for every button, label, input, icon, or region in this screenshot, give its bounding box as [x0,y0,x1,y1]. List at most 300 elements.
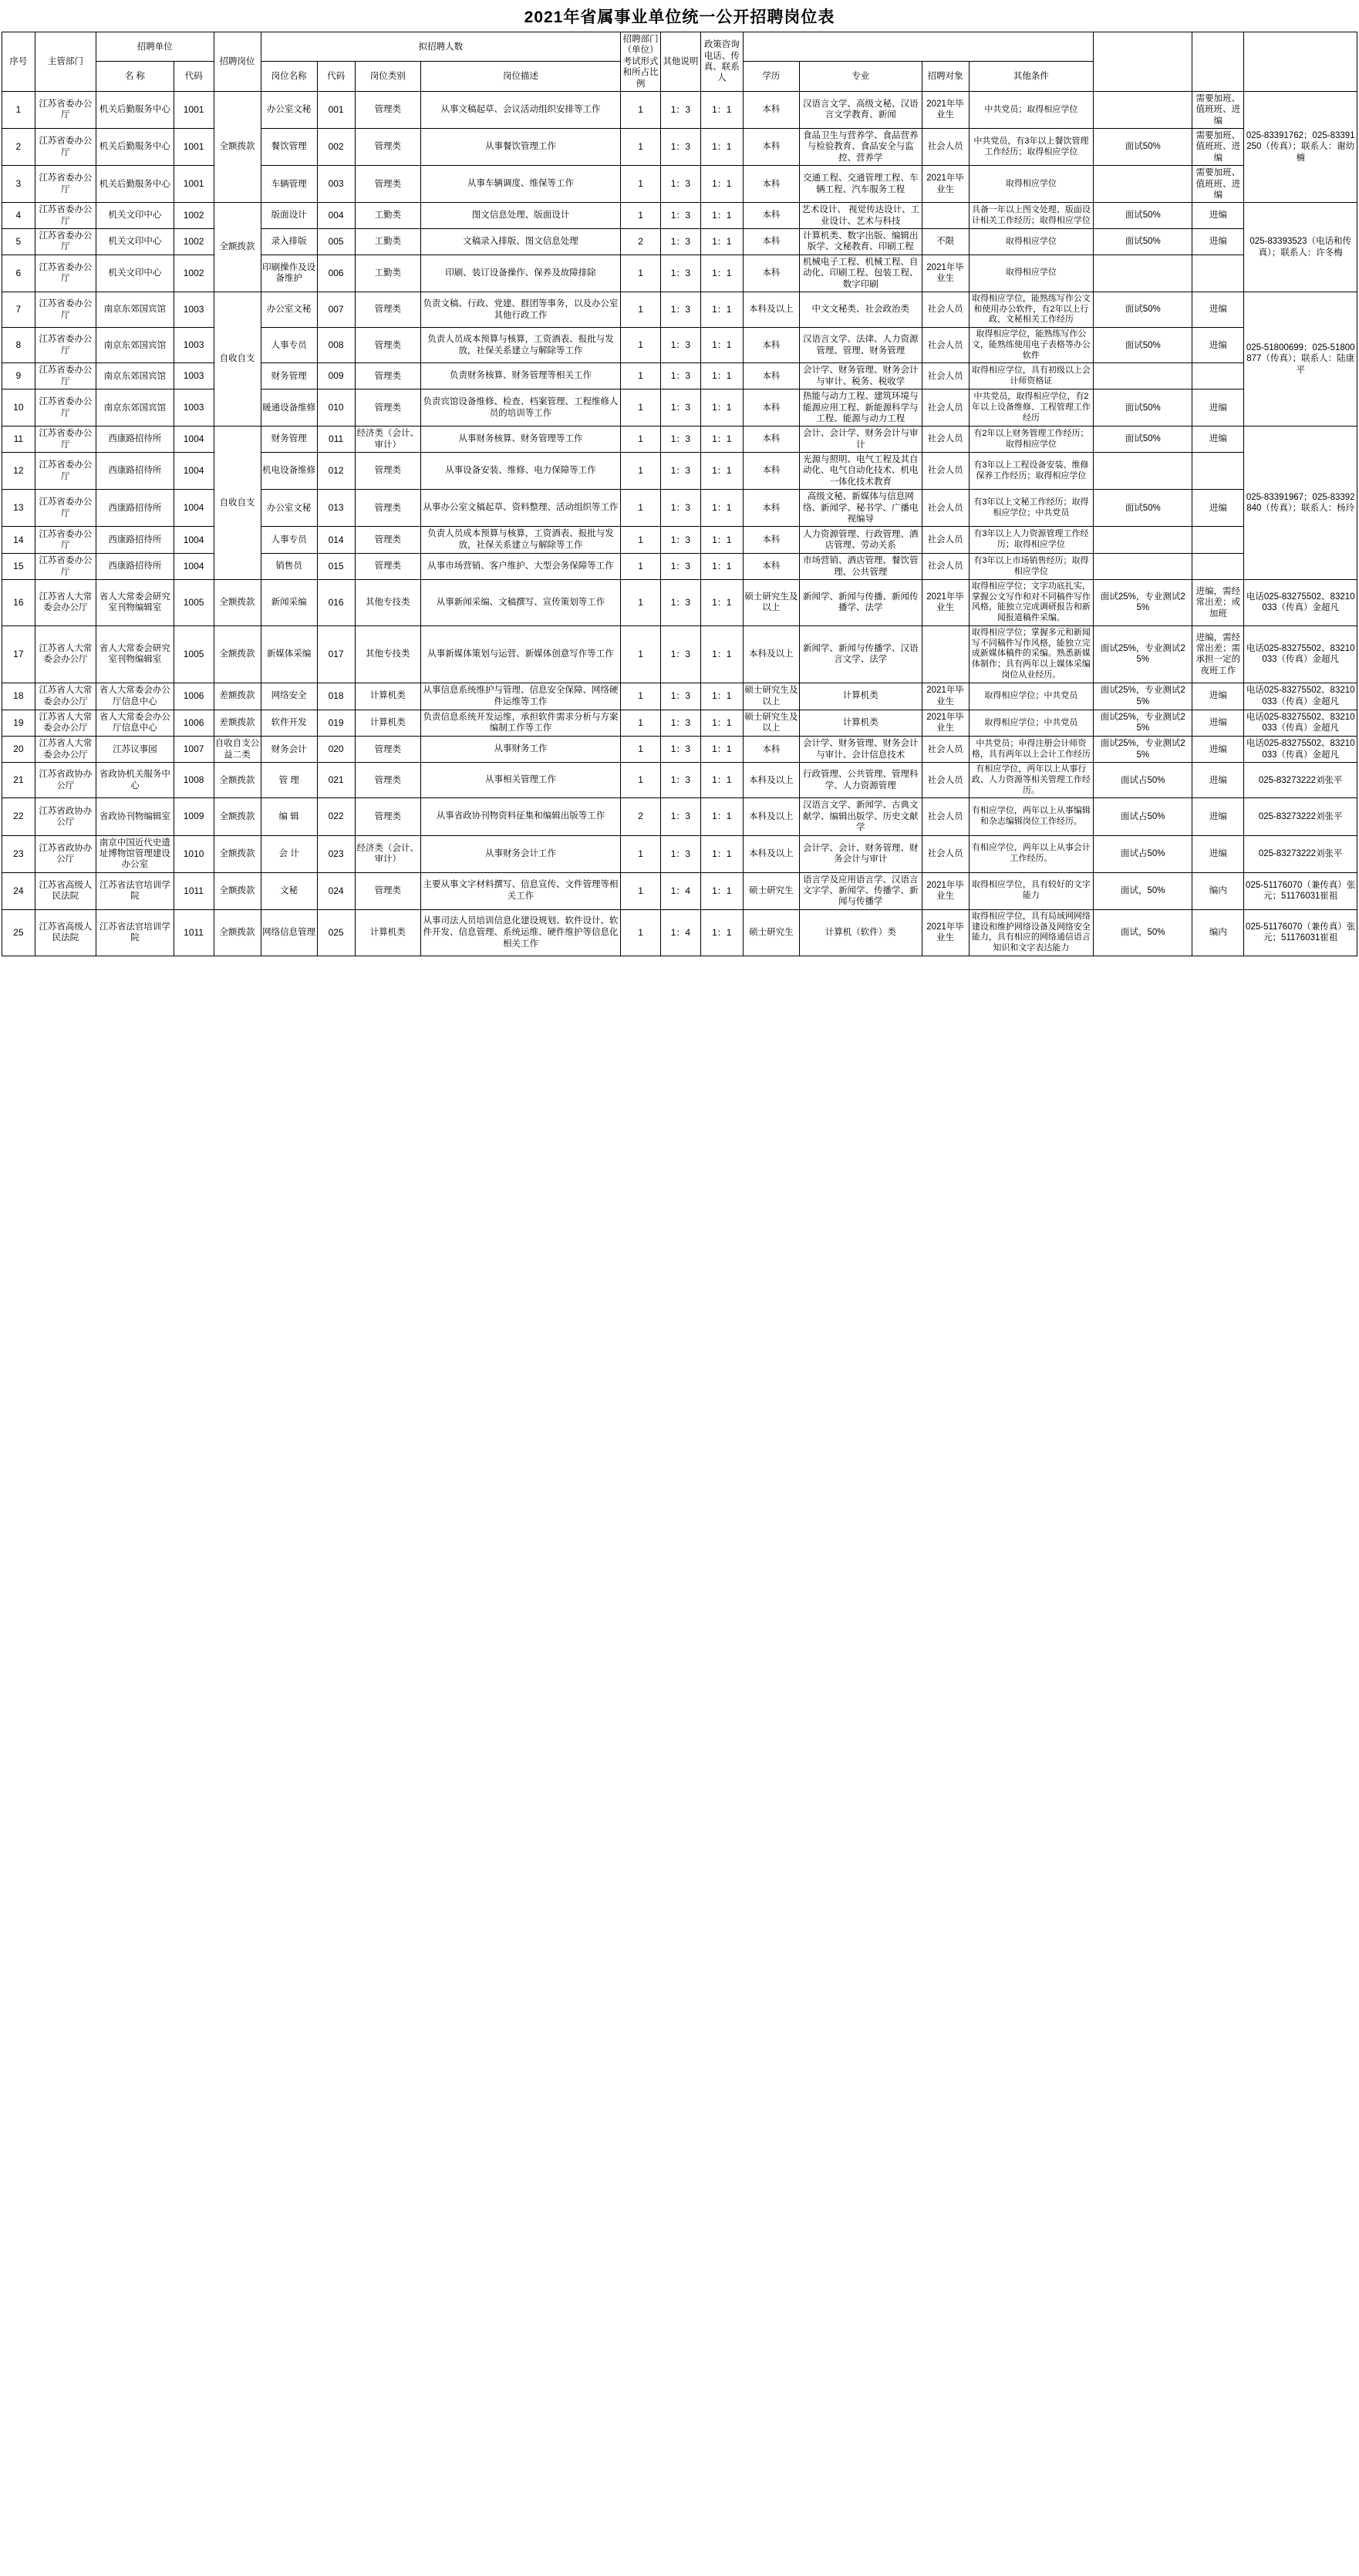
cell-note: 需要加班、值班班、进编 [1192,91,1244,128]
cell-unit: 江苏议事园 [96,737,174,763]
cell-qual_ratio: 1：1 [700,203,743,229]
cell-dept: 江苏省委办公厅 [35,389,96,427]
cell-contact: 025-51176070（兼传真）张元；51176031崔祖 [1244,872,1357,909]
cell-major: 新闻学、新闻与传播、新闻传播学、法学 [799,579,922,625]
cell-post: 录入排版 [261,229,317,255]
cell-post_type: 管理类 [355,328,420,363]
cell-open_ratio: 1：3 [661,255,701,292]
col-funding: 招聘岗位 [214,32,261,92]
cell-post_type: 管理类 [355,389,420,427]
table-row [2,328,1357,363]
cell-exam: 面试占50% [1094,798,1192,835]
cell-post_type: 其他专技类 [355,625,420,683]
cell-major: 中文文秘类、社会政治类 [799,292,922,327]
cell-qual_ratio: 1：1 [700,490,743,527]
cell-post_code: 009 [317,363,355,389]
cell-unit: 省政协机关服务中心 [96,763,174,798]
cell-qual_ratio: 1：1 [700,166,743,203]
cell-open_ratio: 1：3 [661,203,701,229]
cell-open_ratio: 1：3 [661,427,701,453]
cell-unit: 机关后勤服务中心 [96,91,174,128]
cell-note: 进编 [1192,203,1244,229]
cell-exam [1094,255,1192,292]
cell-dept: 江苏省政协办公厅 [35,763,96,798]
cell-open_ratio: 1：3 [661,363,701,389]
cell-post_code: 016 [317,579,355,625]
cell-plan: 2 [621,229,661,255]
cell-note [1192,363,1244,389]
cell-unit_code: 1007 [174,737,214,763]
cell-post_code: 024 [317,872,355,909]
cell-no: 24 [2,872,35,909]
cell-post_code: 015 [317,554,355,580]
cell-contact: 025-83391762；025-83391250（传真）；联系人：谢幼楠 [1244,91,1357,202]
cell-open_ratio: 1：3 [661,490,701,527]
cell-open_ratio: 1：3 [661,835,701,872]
cell-funding: 全额拨款 [214,763,261,798]
col-other: 其他条件 [969,62,1094,91]
cell-major: 计算机（软件）类 [799,909,922,956]
cell-plan: 1 [621,763,661,798]
cell-dept: 江苏省委办公厅 [35,427,96,453]
cell-other: 取得相应学位；掌握多元和新闻写不同稿件写作风格，能独立完成新媒体稿件的采编。熟悉新媒体制作；具有两年以上媒体采编岗位从业经历。 [969,625,1094,683]
cell-unit: 南京东郊国宾馆 [96,363,174,389]
cell-edu: 硕士研究生及以上 [743,710,799,737]
cell-plan: 1 [621,527,661,554]
cell-open_ratio: 1：3 [661,683,701,710]
cell-unit_code: 1009 [174,798,214,835]
cell-dept: 江苏省委办公厅 [35,453,96,490]
cell-no: 9 [2,363,35,389]
cell-exam: 面试25%，专业测试25% [1094,737,1192,763]
cell-edu: 本科 [743,255,799,292]
cell-open_ratio: 1：3 [661,229,701,255]
cell-unit: 机关文印中心 [96,255,174,292]
cell-post_type: 经济类（会计、审计） [355,835,420,872]
cell-note: 进编 [1192,427,1244,453]
cell-exam: 面试25%，专业测试25% [1094,579,1192,625]
cell-funding: 差额拨款 [214,710,261,737]
cell-qual_ratio: 1：1 [700,835,743,872]
cell-unit_code: 1010 [174,835,214,872]
cell-note: 需要加班、值班班、进编 [1192,129,1244,166]
col-exam [1094,32,1192,92]
cell-post: 暖通设备维修 [261,389,317,427]
cell-qual_ratio: 1：1 [700,909,743,956]
cell-post_code: 023 [317,835,355,872]
cell-unit: 江苏省法官培训学院 [96,872,174,909]
cell-other: 中共党员；申得注册会计师资格，具有两年以上会计工作经历 [969,737,1094,763]
cell-plan: 1 [621,363,661,389]
cell-post_code: 001 [317,91,355,128]
cell-post_code: 013 [317,490,355,527]
cell-post_type: 管理类 [355,798,420,835]
cell-target [922,625,969,683]
cell-desc: 印刷、装订设备操作、保养及故障排除 [420,255,620,292]
cell-other: 有相应学位，两年以上从事会计工作经历。 [969,835,1094,872]
cell-exam: 面试25%，专业测试25% [1094,683,1192,710]
cell-post_type: 管理类 [355,91,420,128]
cell-open_ratio: 1：3 [661,710,701,737]
col-unit-name: 名 称 [96,62,174,91]
table-row [2,835,1357,872]
cell-note [1192,527,1244,554]
cell-post_code: 012 [317,453,355,490]
cell-no: 1 [2,91,35,128]
col-post-code: 代码 [317,62,355,91]
cell-no: 10 [2,389,35,427]
cell-exam: 面试50% [1094,229,1192,255]
cell-post_code: 003 [317,166,355,203]
cell-post: 网络信息管理 [261,909,317,956]
cell-no: 7 [2,292,35,327]
cell-funding: 全额拨款 [214,625,261,683]
cell-target: 社会人员 [922,363,969,389]
cell-target: 2021年毕业生 [922,166,969,203]
cell-contact: 电话025-83275502、83210033（传真）金超凡 [1244,683,1357,710]
cell-edu: 本科 [743,91,799,128]
cell-plan: 1 [621,166,661,203]
cell-exam [1094,554,1192,580]
cell-target: 不限 [922,229,969,255]
cell-dept: 江苏省人大常委会办公厅 [35,579,96,625]
cell-no: 13 [2,490,35,527]
table-row [2,625,1357,683]
cell-note: 进编 [1192,292,1244,327]
cell-open_ratio: 1：3 [661,798,701,835]
cell-unit: 省人大常委会办公厅信息中心 [96,683,174,710]
cell-dept: 江苏省委办公厅 [35,363,96,389]
cell-edu: 本科 [743,737,799,763]
cell-edu: 本科 [743,453,799,490]
cell-post_type: 管理类 [355,737,420,763]
cell-other: 有相应学位，两年以上从事行政、人力资源等相关管理工作经历。 [969,763,1094,798]
cell-desc: 主要从事文字材料撰写、信息宣传、文件管理等相关工作 [420,872,620,909]
col-unit-group: 招聘单位 [96,32,214,62]
cell-edu: 本科 [743,389,799,427]
cell-qual_ratio: 1：1 [700,579,743,625]
cell-no: 22 [2,798,35,835]
cell-qual_ratio: 1：1 [700,737,743,763]
cell-open_ratio: 1：3 [661,625,701,683]
cell-no: 6 [2,255,35,292]
cell-qual_ratio: 1：1 [700,328,743,363]
cell-post_code: 021 [317,763,355,798]
table-row [2,490,1357,527]
cell-unit_code: 1002 [174,229,214,255]
cell-exam: 面试25%，专业测试25% [1094,710,1192,737]
cell-post_code: 010 [317,389,355,427]
cell-contact: 电话025-83275502、83210033（传真）金超凡 [1244,579,1357,625]
table-row [2,579,1357,625]
cell-post: 会 计 [261,835,317,872]
cell-unit: 西康路招待所 [96,554,174,580]
cell-note: 进编 [1192,710,1244,737]
cell-contact: 电话025-83275502、83210033（传真）金超凡 [1244,625,1357,683]
cell-desc: 从事餐饮管理工作 [420,129,620,166]
cell-target: 2021年毕业生 [922,579,969,625]
cell-exam: 面试50% [1094,203,1192,229]
col-no: 序号 [2,32,35,92]
cell-unit: 南京东郊国宾馆 [96,389,174,427]
cell-major: 市场营销、酒店管理、餐饮管理、公共管理 [799,554,922,580]
cell-plan: 1 [621,625,661,683]
cell-other: 有2年以上财务管理工作经历；取得相应学位 [969,427,1094,453]
cell-plan: 1 [621,203,661,229]
cell-major: 光源与照明、电气工程及其自动化、电气自动化技术、机电一体化技术教育 [799,453,922,490]
cell-edu: 硕士研究生及以上 [743,579,799,625]
cell-major: 计算机类、数字出版、编辑出版学、文秘教育、印刷工程 [799,229,922,255]
cell-other: 取得相应学位，具有较好的文字能力 [969,872,1094,909]
cell-plan: 1 [621,292,661,327]
cell-exam: 面试占50% [1094,763,1192,798]
cell-exam: 面试，50% [1094,872,1192,909]
cell-no: 19 [2,710,35,737]
cell-other: 取得相应学位；中共党员 [969,683,1094,710]
table-row [2,229,1357,255]
cell-major: 语言学及应用语言学、汉语言文字学、新闻学、传播学、新闻与传播学 [799,872,922,909]
cell-funding: 自收自支 [214,292,261,426]
cell-contact: 025-83273222刘张平 [1244,835,1357,872]
cell-edu: 本科 [743,328,799,363]
cell-unit: 南京中国近代史遗址博物馆管理建设办公室 [96,835,174,872]
cell-edu: 本科及以上 [743,763,799,798]
table-row [2,129,1357,166]
col-dept: 主管部门 [35,32,96,92]
cell-post: 版面设计 [261,203,317,229]
cell-post_type: 计算机类 [355,683,420,710]
cell-post_type: 计算机类 [355,909,420,956]
cell-dept: 江苏省委办公厅 [35,229,96,255]
cell-major: 汉语言文学、新闻学、古典文献学、编辑出版学、历史文献学 [799,798,922,835]
cell-other: 取得相应学位；文字功底扎实，掌握公文写作和对不同稿件写作风格，能独立完成调研报告和新闻报道稿件采编。 [969,579,1094,625]
cell-qual_ratio: 1：1 [700,625,743,683]
cell-post_code: 018 [317,683,355,710]
cell-exam [1094,166,1192,203]
cell-unit_code: 1006 [174,710,214,737]
cell-qual_ratio: 1：1 [700,453,743,490]
cell-exam: 面试50% [1094,328,1192,363]
cell-unit_code: 1011 [174,872,214,909]
cell-major: 计算机类 [799,710,922,737]
cell-qual_ratio: 1：1 [700,527,743,554]
table-row [2,798,1357,835]
cell-desc: 负责宾馆设备维修、检查、档案管理、工程维修人员的培训等工作 [420,389,620,427]
cell-plan: 1 [621,835,661,872]
col-post-desc: 岗位描述 [420,62,620,91]
cell-dept: 江苏省人大常委会办公厅 [35,683,96,710]
table-row [2,710,1357,737]
cell-qual_ratio: 1：1 [700,363,743,389]
cell-post_type: 工勤类 [355,203,420,229]
cell-qual_ratio: 1：1 [700,798,743,835]
cell-note: 进编，需经常出差；需承担一定的夜班工作 [1192,625,1244,683]
cell-funding: 全额拨款 [214,909,261,956]
table-header [2,32,1357,92]
cell-desc: 文稿录入排版、图文信息处理 [420,229,620,255]
cell-edu: 本科及以上 [743,625,799,683]
cell-note: 进编 [1192,763,1244,798]
cell-qual_ratio: 1：1 [700,292,743,327]
cell-unit_code: 1001 [174,91,214,128]
cell-unit_code: 1002 [174,203,214,229]
table-row [2,255,1357,292]
cell-plan: 1 [621,683,661,710]
cell-qual_ratio: 1：1 [700,91,743,128]
cell-open_ratio: 1：3 [661,554,701,580]
cell-post: 新闻采编 [261,579,317,625]
cell-target: 社会人员 [922,292,969,327]
cell-post: 财务管理 [261,363,317,389]
cell-dept: 江苏省人大常委会办公厅 [35,625,96,683]
cell-post_code: 006 [317,255,355,292]
cell-post_type: 管理类 [355,490,420,527]
cell-contact: 025-83393523（电话和传真）；联系人：许冬梅 [1244,203,1357,292]
cell-unit_code: 1008 [174,763,214,798]
cell-post_type: 管理类 [355,129,420,166]
cell-post_code: 002 [317,129,355,166]
cell-no: 23 [2,835,35,872]
cell-desc: 负责人员成本预算与核算，工资酒表、报批与发放，社保关系建立与解除等工作 [420,527,620,554]
cell-unit_code: 1005 [174,625,214,683]
cell-post_type: 工勤类 [355,255,420,292]
cell-unit_code: 1004 [174,490,214,527]
cell-major: 热能与动力工程、建筑环境与能源应用工程、新能源科学与工程、能源与动力工程 [799,389,922,427]
cell-dept: 江苏省委办公厅 [35,203,96,229]
cell-major: 行政管理、公共管理、管理科学、人力资源管理 [799,763,922,798]
cell-other: 有3年以上市场销售经历；取得相应学位 [969,554,1094,580]
cell-post: 管 理 [261,763,317,798]
cell-note [1192,255,1244,292]
cell-post: 软件开发 [261,710,317,737]
cell-major: 计算机类 [799,683,922,710]
cell-contact: 025-83391967；025-83392840（传真）；联系人：杨玲 [1244,427,1357,580]
cell-unit_code: 1003 [174,389,214,427]
cell-qual_ratio: 1：1 [700,129,743,166]
cell-desc: 从事财务核算、财务管理等工作 [420,427,620,453]
cell-other: 取得相应学位 [969,229,1094,255]
cell-funding: 自收自支 [214,427,261,580]
cell-edu: 本科 [743,203,799,229]
cell-note: 进编 [1192,835,1244,872]
cell-other: 中共党员，有3年以上餐饮管理工作经历；取得相应学位 [969,129,1094,166]
cell-funding: 差额拨款 [214,683,261,710]
cell-dept: 江苏省委办公厅 [35,490,96,527]
cell-note: 进编 [1192,737,1244,763]
cell-desc: 从事设备安装、维修、电力保障等工作 [420,453,620,490]
cell-unit: 省人大常委会研究室刊物编辑室 [96,579,174,625]
cell-exam: 面试占50% [1094,835,1192,872]
col-note [1192,32,1244,92]
cell-desc: 从事省政协刊物资料征集和编辑出版等工作 [420,798,620,835]
cell-desc: 图文信息处理、版面设计 [420,203,620,229]
cell-no: 11 [2,427,35,453]
cell-post_type: 工勤类 [355,229,420,255]
cell-edu: 本科 [743,363,799,389]
cell-open_ratio: 1：3 [661,91,701,128]
document-page [0,0,1359,956]
cell-note: 编内 [1192,872,1244,909]
cell-major: 食品卫生与营养学、食品营养与检验教育、食品安全与监控、营养学 [799,129,922,166]
cell-post_code: 008 [317,328,355,363]
cell-desc: 从事新媒体策划与运营、新媒体创意写作等工作 [420,625,620,683]
cell-unit: 西康路招待所 [96,490,174,527]
cell-other: 有3年以上工程设备安装、维修保养工作经历；取得相应学位 [969,453,1094,490]
cell-post_code: 020 [317,737,355,763]
cell-plan: 1 [621,554,661,580]
cell-no: 16 [2,579,35,625]
cell-edu: 本科及以上 [743,798,799,835]
cell-target: 社会人员 [922,328,969,363]
cell-qual_ratio: 1：1 [700,554,743,580]
cell-contact: 025-51176070（兼传真）张元；51176031崔祖 [1244,909,1357,956]
cell-exam [1094,453,1192,490]
cell-plan: 1 [621,737,661,763]
cell-target: 社会人员 [922,554,969,580]
cell-contact: 电话025-83275502、83210033（传真）金超凡 [1244,737,1357,763]
table-row [2,427,1357,453]
cell-unit_code: 1003 [174,328,214,363]
recruitment-table [2,32,1357,956]
cell-post_type: 管理类 [355,872,420,909]
cell-post: 机电设备维修 [261,453,317,490]
cell-major: 新闻学、新闻与传播学、汉语言文学、法学 [799,625,922,683]
cell-major: 会计学、会计、财务管理、财务会计与审计 [799,835,922,872]
table-row [2,453,1357,490]
cell-funding: 全额拨款 [214,872,261,909]
cell-other: 有3年以上人力资源管理工作经历；取得相应学位 [969,527,1094,554]
cell-unit: 省政协刊物编辑室 [96,798,174,835]
cell-desc: 从事财务工作 [420,737,620,763]
table-row [2,527,1357,554]
cell-unit_code: 1002 [174,255,214,292]
cell-qual_ratio: 1：1 [700,710,743,737]
cell-target: 社会人员 [922,527,969,554]
cell-contact: 025-83273222刘张平 [1244,763,1357,798]
cell-desc: 从事车辆调度、维保等工作 [420,166,620,203]
cell-note [1192,554,1244,580]
cell-desc: 负责人员成本预算与核算，工资酒表、报批与发放，社保关系建立与解除等工作 [420,328,620,363]
cell-dept: 江苏省委办公厅 [35,166,96,203]
cell-target: 社会人员 [922,737,969,763]
cell-dept: 江苏省委办公厅 [35,91,96,128]
cell-edu: 本科 [743,129,799,166]
cell-exam: 面试50% [1094,292,1192,327]
table-row [2,203,1357,229]
cell-qual_ratio: 1：1 [700,229,743,255]
cell-unit: 西康路招待所 [96,427,174,453]
cell-post: 办公室文秘 [261,490,317,527]
table-row [2,363,1357,389]
cell-unit: 南京东郊国宾馆 [96,328,174,363]
cell-funding: 全额拨款 [214,798,261,835]
cell-desc: 从事市场营销、客户维护、大型会务保障等工作 [420,554,620,580]
cell-major: 会计学、财务管理、财务会计与审计、税务、税收学 [799,363,922,389]
cell-open_ratio: 1：3 [661,579,701,625]
cell-plan: 1 [621,389,661,427]
cell-no: 15 [2,554,35,580]
cell-no: 14 [2,527,35,554]
cell-desc: 从事新闻采编、文稿撰写、宣传策划等工作 [420,579,620,625]
cell-desc: 从事司法人员培训信息化建设规划、软件设计、软件开发、信息管理、系统运维、硬件维护等信息化相关工作 [420,909,620,956]
cell-contact: 025-83273222刘张平 [1244,798,1357,835]
cell-post: 财务管理 [261,427,317,453]
cell-exam [1094,91,1192,128]
cell-dept: 江苏省委办公厅 [35,292,96,327]
cell-plan: 1 [621,710,661,737]
cell-post: 文秘 [261,872,317,909]
cell-major: 人力资源管理、行政管理、酒店管理、劳动关系 [799,527,922,554]
